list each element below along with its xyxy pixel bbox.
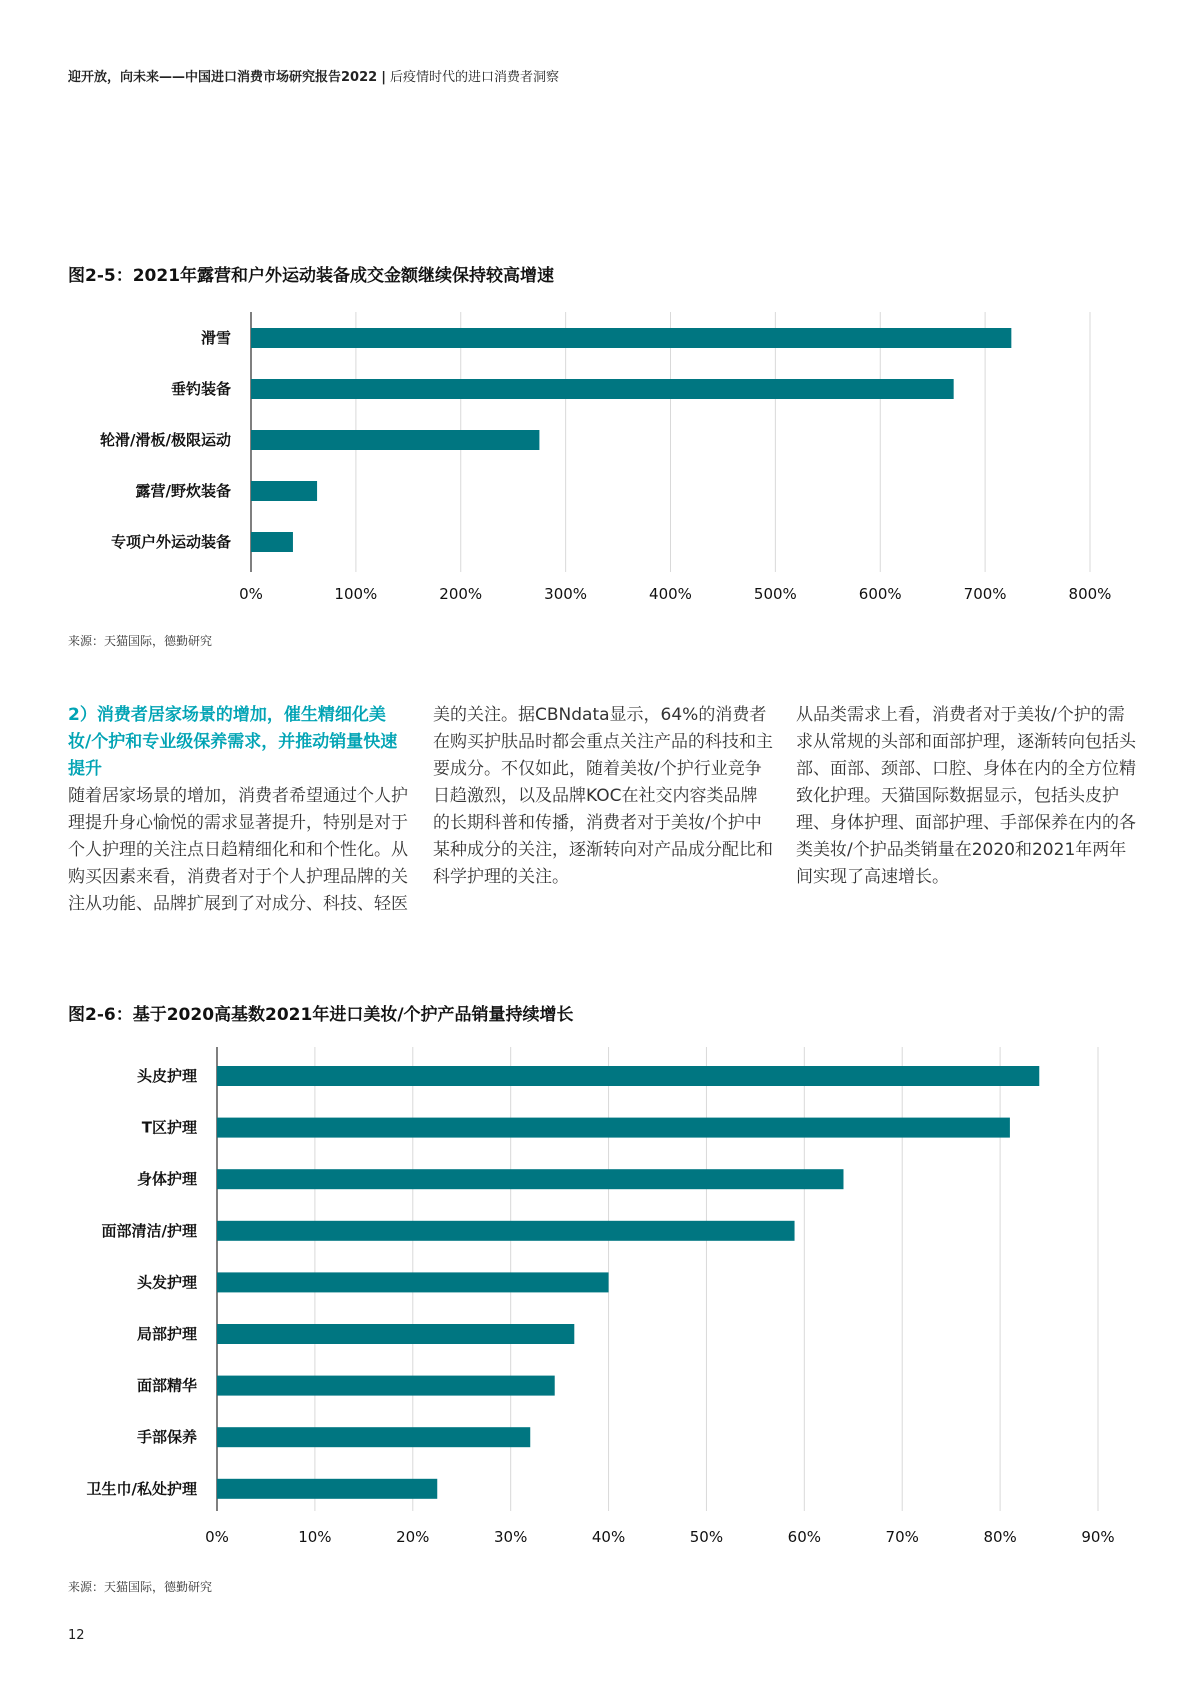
category-label: 局部护理	[136, 1325, 197, 1343]
bar	[217, 1066, 1039, 1086]
bar	[217, 1169, 843, 1189]
x-tick-label: 400%	[649, 585, 692, 603]
category-label: 身体护理	[136, 1170, 197, 1189]
bar	[217, 1324, 574, 1344]
column-3-body: 从品类需求上看，消费者对于美妆/个护的需求从常规的头部和面部护理，逐渐转向包括头部、面部、颈部、口腔、身体在内的全方位精致化护理。天猫国际数据显示，包括头皮护理、身体护理、面部护理、手部保养在内的各类美妆/个护品类销量在2020和2021年两年间实现了高速增长。	[796, 705, 1136, 887]
page-header	[68, 66, 559, 85]
x-tick-label: 500%	[753, 585, 797, 603]
category-label: 轮滑/滑板/极限运动	[100, 431, 231, 449]
bar	[217, 1221, 795, 1241]
x-tick-label: 90%	[1081, 1528, 1115, 1546]
bar	[217, 1427, 530, 1447]
figure-2-svg	[0, 1045, 1191, 1555]
category-label: 垂钓装备	[170, 380, 231, 398]
report-subtitle: 后疫情时代的进口消费者洞察	[389, 70, 559, 85]
bar	[217, 1272, 609, 1292]
x-tick-label: 50%	[689, 1528, 724, 1546]
figure-1-svg	[0, 306, 1191, 616]
category-label: 头发护理	[136, 1273, 197, 1292]
x-tick-label: 30%	[493, 1528, 528, 1546]
bar	[251, 532, 293, 552]
column-1-body: 随着居家场景的增加，消费者希望通过个人护理提升身心愉悦的需求显著提升，特别是对于个人护理的关注点日趋精细化和和个性化。从购买因素来看，消费者对于个人护理品牌的关注从功能、品牌扩展到了对成分、科技、轻医	[68, 786, 408, 914]
section-heading: 2）消费者居家场景的增加，催生精细化美妆/个护和专业级保养需求，并推动销量快速提升	[68, 705, 398, 779]
figure-2-source: 来源：天猫国际，德勤研究	[68, 1580, 213, 1594]
category-label: 露营/野炊装备	[135, 482, 231, 500]
x-tick-label: 70%	[885, 1528, 919, 1546]
x-tick-label: 0%	[239, 585, 263, 603]
category-label: 专项户外运动装备	[110, 533, 231, 551]
bar	[251, 430, 539, 450]
bar	[217, 1479, 437, 1499]
category-label: 卫生巾/私处护理	[86, 1479, 197, 1498]
category-label: 头皮护理	[136, 1067, 197, 1085]
category-label: T区护理	[141, 1118, 197, 1137]
x-tick-label: 600%	[858, 585, 902, 603]
report-title: 迎开放，向未来——中国进口消费市场研究报告2022	[68, 70, 378, 85]
text-column-1	[68, 702, 408, 918]
x-tick-label: 100%	[334, 585, 378, 603]
category-label: 手部保养	[136, 1428, 197, 1447]
figure-2-chart	[0, 1045, 1191, 1555]
text-column-3	[796, 702, 1136, 891]
text-column-2	[433, 702, 773, 891]
x-tick-label: 700%	[963, 585, 1007, 603]
column-2-body: 美的关注。据CBNdata显示，64%的消费者在购买护肤品时都会重点关注产品的科技和主要成分。不仅如此，随着美妆/个护行业竞争日趋激烈，以及品牌KOC在社交内容类品牌的长期科普和传播，消费者对于美妆/个护中某种成分的关注，逐渐转向对产品成分配比和科学护理的关注。	[433, 705, 773, 887]
category-label: 面部清洁/护理	[101, 1221, 197, 1240]
x-tick-label: 60%	[787, 1528, 822, 1546]
figure-1-source: 来源：天猫国际，德勤研究	[68, 634, 213, 648]
bar	[251, 379, 954, 399]
x-tick-label: 800%	[1068, 585, 1112, 603]
category-label: 滑雪	[200, 329, 231, 347]
bar	[217, 1118, 1010, 1138]
x-tick-label: 10%	[298, 1528, 332, 1546]
x-tick-label: 200%	[439, 585, 483, 603]
figure-1-chart	[0, 306, 1191, 616]
page-number: 12	[68, 1628, 85, 1643]
x-tick-label: 80%	[983, 1528, 1017, 1546]
category-label: 面部精华	[136, 1376, 197, 1395]
figure-1-title: 图2-5：2021年露营和户外运动装备成交金额继续保持较高增速	[68, 266, 555, 286]
figure-2-title: 图2-6：基于2020高基数2021年进口美妆/个护产品销量持续增长	[68, 1005, 574, 1025]
bar	[251, 481, 317, 501]
x-tick-label: 0%	[205, 1528, 229, 1546]
bar	[251, 328, 1011, 348]
x-tick-label: 300%	[544, 585, 588, 603]
x-tick-label: 40%	[591, 1528, 626, 1546]
bar	[217, 1376, 555, 1396]
header-separator: |	[381, 70, 386, 85]
x-tick-label: 20%	[396, 1528, 430, 1546]
